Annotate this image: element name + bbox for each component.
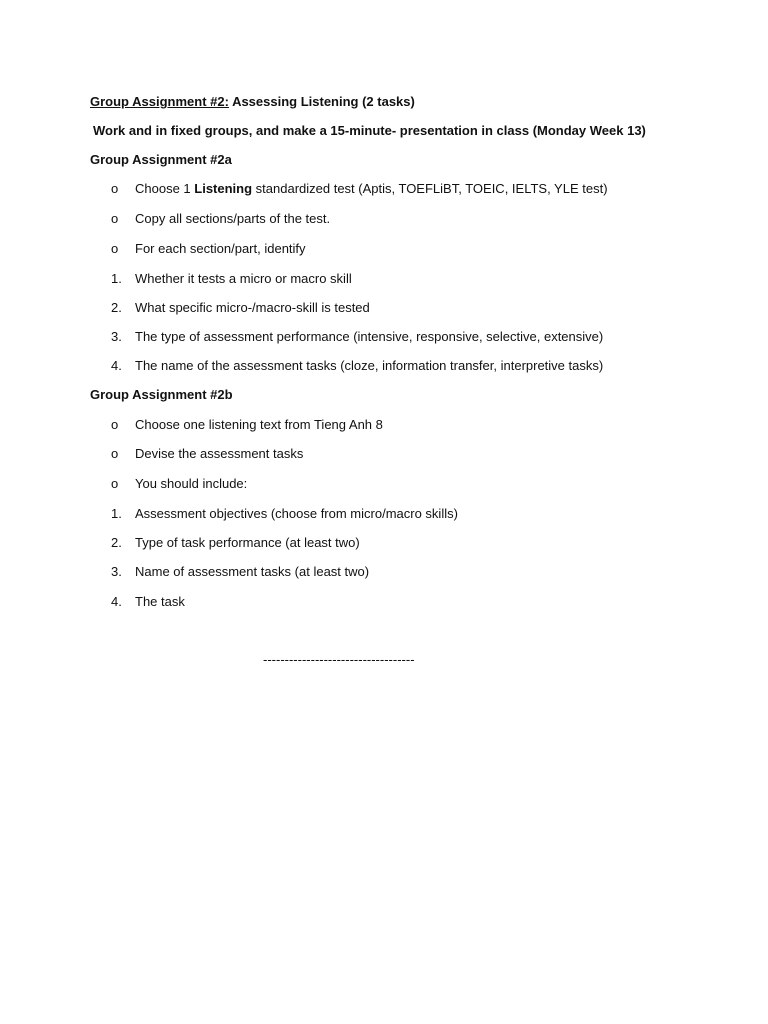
list-item-bold-word: Listening: [194, 181, 253, 196]
bullet-marker: o: [111, 446, 119, 461]
title-text: Assessing Listening (2 tasks): [228, 94, 415, 109]
list-item-text: You should include:: [135, 476, 248, 491]
list-item-text: What specific micro-/macro-skill is tested: [135, 300, 370, 315]
bullet-marker: o: [111, 211, 119, 226]
number-marker: 2.: [111, 535, 122, 550]
list-item-text: The name of the assessment tasks (cloze, information transfer, interpretive tasks): [135, 358, 604, 373]
list-item-text: The task: [135, 594, 185, 609]
bullet-marker: o: [111, 241, 119, 256]
list-item-text: The type of assessment performance (intensive, responsive, selective, extensive): [135, 329, 604, 344]
list-item-text-part: standardized test (Aptis, TOEFLiBT, TOEIC, IELTS, YLE test): [252, 181, 608, 196]
list-item-text: [135, 181, 608, 197]
section-a-heading: Group Assignment #2a: [90, 152, 232, 167]
bullet-marker: o: [111, 181, 119, 196]
list-item-text: Whether it tests a micro or macro skill: [135, 271, 352, 286]
list-item-text: Type of task performance (at least two): [135, 535, 360, 550]
section-b-heading: Group Assignment #2b: [90, 387, 233, 402]
footer-separator: -----------------------------------: [263, 652, 415, 667]
list-item-text: Devise the assessment tasks: [135, 446, 304, 461]
number-marker: 4.: [111, 594, 122, 609]
list-item-text: Choose one listening text from Tieng Anh 8: [135, 417, 383, 432]
list-item-text: Copy all sections/parts of the test.: [135, 211, 331, 226]
number-marker: 2.: [111, 300, 122, 315]
instruction-text: Work and in fixed groups, and make a 15-minute- presentation in class (Monday Week 13): [93, 123, 646, 138]
list-item-text-part: Choose 1: [135, 181, 195, 196]
list-item-text: Assessment objectives (choose from micro/macro skills): [135, 506, 458, 521]
list-item-text: Name of assessment tasks (at least two): [135, 564, 370, 579]
list-item-text: For each section/part, identify: [135, 241, 306, 256]
number-marker: 1.: [111, 506, 122, 521]
page-title: [90, 94, 415, 110]
number-marker: 3.: [111, 329, 122, 344]
number-marker: 1.: [111, 271, 122, 286]
title-label: Group Assignment #2:: [90, 94, 229, 109]
bullet-marker: o: [111, 476, 119, 491]
number-marker: 3.: [111, 564, 122, 579]
bullet-marker: o: [111, 417, 119, 432]
number-marker: 4.: [111, 358, 122, 373]
